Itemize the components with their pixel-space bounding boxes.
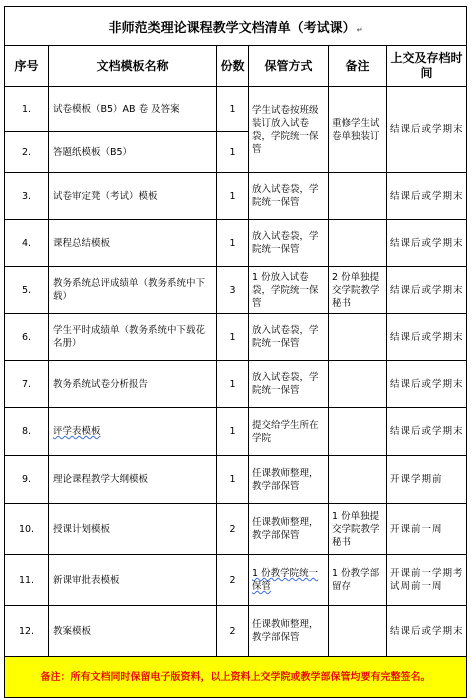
row-name: 答题纸模板（B5） xyxy=(49,132,217,173)
row-name: 试卷审定凳（考试）模板 xyxy=(49,173,217,220)
table-row xyxy=(5,361,467,408)
row-time: 结课后或学期末 xyxy=(387,220,467,267)
row-copies: 1 xyxy=(217,456,249,504)
row-time: 结课后或学期末 xyxy=(387,361,467,408)
row-copies: 3 xyxy=(217,267,249,314)
row-storage: 提交给学生所在学院 xyxy=(249,408,329,456)
row-storage: 放入试卷袋，学院统一保管 xyxy=(249,361,329,408)
row-time: 结课后或学期末 xyxy=(387,267,467,314)
row-name: 授课计划模板 xyxy=(49,504,217,555)
document-checklist-table xyxy=(4,6,467,698)
row-storage: 学生试卷按班级装订放入试卷袋，学院统一保管 xyxy=(249,87,329,173)
row-note xyxy=(329,173,387,220)
row-name: 学生平时成绩单（教务系统中下载花名册） xyxy=(49,314,217,361)
row-note: 2 份单独提交学院教学秘书 xyxy=(329,267,387,314)
row-name-text: 评学表模板 xyxy=(53,426,101,437)
row-note: 1 份教学部留存 xyxy=(329,555,387,606)
row-storage: 1 份放入试卷袋，学院统一保管 xyxy=(249,267,329,314)
row-note xyxy=(329,314,387,361)
table-row xyxy=(5,504,467,555)
row-time: 开课学期前 xyxy=(387,456,467,504)
row-storage: 任课教师整理，教学部保管 xyxy=(249,456,329,504)
row-no: 3. xyxy=(5,173,49,220)
row-storage xyxy=(249,555,329,606)
table-row xyxy=(5,555,467,606)
row-name: 理论课程教学大纲模板 xyxy=(49,456,217,504)
row-no: 10. xyxy=(5,504,49,555)
table-row xyxy=(5,456,467,504)
row-no: 4. xyxy=(5,220,49,267)
row-note xyxy=(329,456,387,504)
header-copies: 份数 xyxy=(217,46,249,87)
row-name: 教务系统试卷分析报告 xyxy=(49,361,217,408)
row-note xyxy=(329,361,387,408)
row-storage: 任课教师整理，教学部保管 xyxy=(249,504,329,555)
row-time: 开课前一学期考试周前一周 xyxy=(387,555,467,606)
row-storage: 放入试卷袋，学院统一保管 xyxy=(249,220,329,267)
table-row xyxy=(5,267,467,314)
table-row xyxy=(5,606,467,657)
header-name: 文档模板名称 xyxy=(49,46,217,87)
row-no: 5. xyxy=(5,267,49,314)
table-title-cell xyxy=(5,7,467,46)
row-no: 6. xyxy=(5,314,49,361)
header-time: 上交及存档时间 xyxy=(387,46,467,87)
row-time: 结课后或学期末 xyxy=(387,314,467,361)
row-note: 1 份单独提交学院教学秘书 xyxy=(329,504,387,555)
row-no: 2. xyxy=(5,132,49,173)
table-title: 非师范类理论课程教学文档清单（考试课） xyxy=(108,20,356,36)
row-note xyxy=(329,606,387,657)
row-no: 9. xyxy=(5,456,49,504)
row-note xyxy=(329,408,387,456)
row-time: 结课后或学期末 xyxy=(387,408,467,456)
row-copies: 1 xyxy=(217,220,249,267)
footer-note: 备注：所有文档同时保留电子版资料，以上资料上交学院或教学部保管均要有完整签名。 xyxy=(5,657,467,698)
row-copies: 1 xyxy=(217,408,249,456)
row-no: 1. xyxy=(5,87,49,132)
row-no: 12. xyxy=(5,606,49,657)
row-storage: 放入试卷袋，学院统一保管 xyxy=(249,314,329,361)
table-row xyxy=(5,220,467,267)
header-storage: 保管方式 xyxy=(249,46,329,87)
row-storage: 任课教师整理，教学部保管 xyxy=(249,606,329,657)
row-name: 教务系统总评成绩单（教务系统中下载） xyxy=(49,267,217,314)
header-no: 序号 xyxy=(5,46,49,87)
row-no: 8. xyxy=(5,408,49,456)
row-storage: 放入试卷袋，学院统一保管 xyxy=(249,173,329,220)
row-copies: 2 xyxy=(217,606,249,657)
paragraph-mark-icon: ↵ xyxy=(356,25,363,34)
row-copies: 1 xyxy=(217,132,249,173)
row-name: 新课审批表模板 xyxy=(49,555,217,606)
row-name: 课程总结模板 xyxy=(49,220,217,267)
row-note: 重修学生试卷单独装订 xyxy=(329,87,387,173)
table-row xyxy=(5,314,467,361)
row-copies: 1 xyxy=(217,314,249,361)
table-row xyxy=(5,408,467,456)
row-time: 结课后或学期末 xyxy=(387,87,467,173)
table-row xyxy=(5,87,467,132)
row-note xyxy=(329,220,387,267)
footer-row xyxy=(5,657,467,698)
row-time: 开课前一周 xyxy=(387,504,467,555)
row-name xyxy=(49,408,217,456)
row-storage-text: 1 份教学院统一保管 xyxy=(252,568,319,592)
table-row xyxy=(5,173,467,220)
document-table-container xyxy=(4,6,466,698)
row-copies: 1 xyxy=(217,173,249,220)
row-time: 结课后或学期末 xyxy=(387,173,467,220)
row-no: 11. xyxy=(5,555,49,606)
row-copies: 2 xyxy=(217,555,249,606)
row-name: 教案模板 xyxy=(49,606,217,657)
row-time: 结课后或学期末 xyxy=(387,606,467,657)
row-name: 试卷模板（B5）AB 卷 及答案 xyxy=(49,87,217,132)
header-note: 备注 xyxy=(329,46,387,87)
row-no: 7. xyxy=(5,361,49,408)
row-copies: 2 xyxy=(217,504,249,555)
row-copies: 1 xyxy=(217,87,249,132)
row-copies: 1 xyxy=(217,361,249,408)
